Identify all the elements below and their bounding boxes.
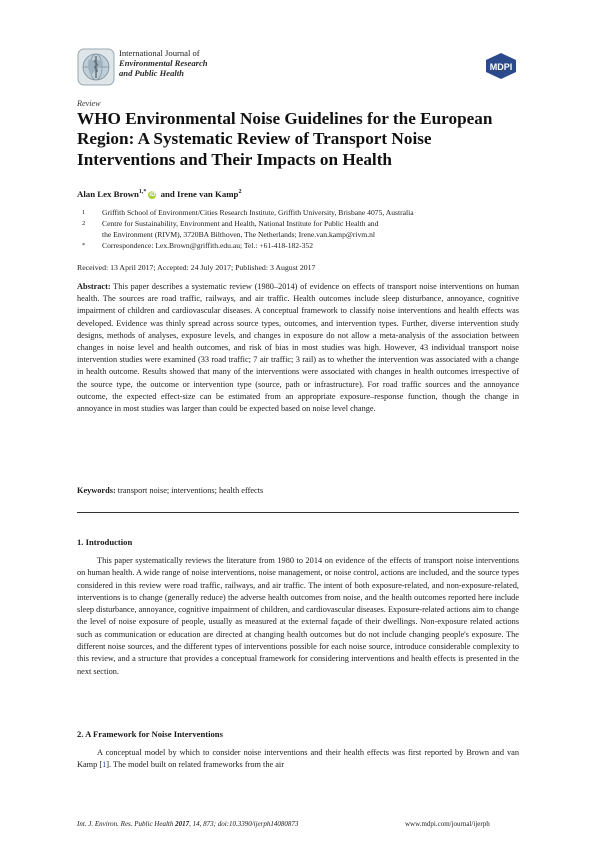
framework-paragraph-text: A conceptual model by which to consider noise interventions and their health effects was first reported by Brown and van Kamp [ [77, 748, 519, 770]
publication-dates: Received: 13 April 2017; Accepted: 24 July 2017; Published: 3 August 2017 [77, 263, 316, 272]
article-type: Review [77, 99, 101, 108]
footer-journal-abbr: Int. J. Environ. Res. Public Health [77, 820, 174, 828]
ijerph-globe-logo-icon [77, 48, 115, 86]
paper-title: WHO Environmental Noise Guidelines for the European Region: A Systematic Review of Transport Noise Interventions and Their Impacts on Health [77, 109, 493, 169]
divider [77, 512, 519, 513]
framework-paragraph [77, 747, 519, 772]
svg-text:MDPI: MDPI [489, 62, 513, 72]
abstract [77, 281, 519, 415]
author-affiliation-mark: 2 [238, 189, 242, 196]
keywords-label: Keywords: [77, 486, 116, 495]
author-affiliation-mark: 1,* [138, 189, 147, 196]
author-name[interactable]: Alan Lex Brown [77, 189, 139, 199]
keywords [77, 486, 263, 495]
orcid-icon[interactable]: iD [149, 192, 156, 198]
mdpi-logo-icon [484, 52, 518, 80]
author-list [77, 189, 241, 199]
footer-url[interactable]: www.mdpi.com/journal/ijerph [405, 820, 490, 828]
affiliation-mark: 1 [82, 209, 86, 216]
footer-citation [77, 820, 298, 828]
framework-paragraph-text: ]. The model built on related frameworks from the air [106, 760, 284, 770]
abstract-text: This paper describes a systematic review (1980–2014) of evidence on effects of transport noise interventions on human health. The sources are road traffic, railways, and air traffic. Health outcomes include sleep disturbance, annoyance, cognitive impairment of children and cardiovascular diseases. A conceptual framework to classify noise interventions and health effects was developed. Evidence was thinly spread across source types, outcomes, and intervention types. Further, diverse intervention study designs, methods of analyses, exposure levels, and changes in exposure do not allow a meta-analysis of the association between changes in noise level and health outcomes, and risk of bias in most studies was high. However, 43 individual transport noise intervention studies were examined (33 road traffic; 7 air traffic; 3 rail) as to whether the intervention was associated with a change in health outcome. Results showed that many of the interventions were associated with changes in health outcomes irrespective of the source type, the outcome or intervention type (source, path or infrastructure). For road traffic sources and the annoyance outcome, the expected effect-size can be estimated from an appropriate exposure–response function, though the change in annoyance in most studies was larger than could be expected based on noise level change. [77, 282, 519, 414]
abstract-label: Abstract: [77, 282, 111, 291]
affiliation-text: the Environment (RIVM), 3720BA Bilthoven, The Netherlands; Irene.van.kamp@rivm.nl [102, 230, 376, 239]
journal-name-line2: Environmental Research [119, 58, 208, 68]
journal-name-line1: International Journal of [119, 48, 200, 58]
footer-year: 2017 [175, 820, 190, 828]
author-conjunction: and [158, 189, 178, 199]
introduction-paragraph: This paper systematically reviews the literature from 1980 to 2014 on evidence of the effects of transport noise interventions on human health. A wide range of noise interventions, noise management, or noise control, actions are included, and the source types considered in this review were road traffic, railways, and air traffic. The intent of both exposure-related, and non-exposure-related, interventions is to change (generally reduce) the adverse health outcomes from noise, and the health outcomes reported here include sleep disturbance, annoyance, cognitive impairment of children, and cardiovascular diseases. Exposure-related actions aim to change the level of noise exposure of people, usually as measured at the external façade of their dwellings. Non-exposure related actions such as communication or education are directed at changing health outcomes but do not include changing people's exposure. The different noise sources, and the different types of interventions possible for each noise source, introduce considerable complexity to this review, and a structure that provides a conceptual framework for considering interventions and health effects is presented in the next section. [77, 556, 519, 676]
affiliation-mark: * [82, 242, 86, 249]
affiliation-mark: 2 [82, 220, 86, 227]
author-name[interactable]: Irene van Kamp [177, 189, 239, 199]
keywords-text: transport noise; interventions; health effects [115, 486, 264, 495]
correspondence-text: Correspondence: Lex.Brown@griffith.edu.au; Tel.: +61-418-182-352 [102, 241, 314, 250]
section-heading-introduction: 1. Introduction [77, 537, 133, 547]
journal-name-line3: and Public Health [119, 68, 184, 78]
affiliation-text: Griffith School of Environment/Cities Research Institute, Griffith University, Brisbane 4075, Australia [102, 208, 414, 217]
citation-link[interactable]: 1 [102, 760, 107, 770]
footer-volume-doi: , 14, 873; doi:10.3390/ijerph14080873 [189, 820, 299, 828]
section-heading-framework: 2. A Framework for Noise Interventions [77, 729, 223, 739]
affiliation-text: Centre for Sustainability, Environment and Health, National Institute for Public Health and [102, 219, 379, 228]
journal-name [119, 48, 208, 78]
